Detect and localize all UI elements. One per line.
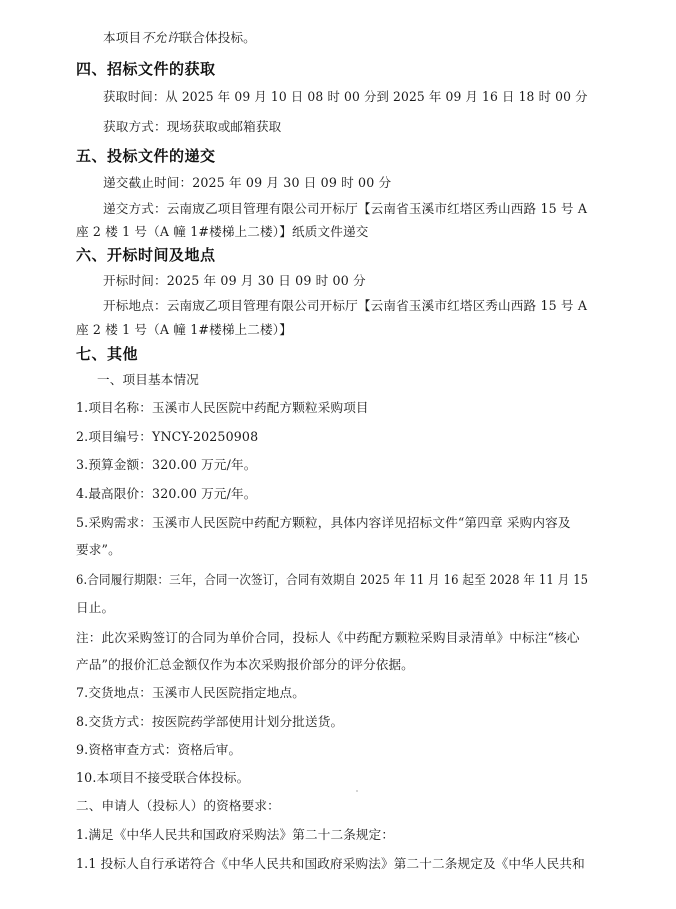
note-line2: 产品”的报价汇总金额仅作为本次采购报价部分的评分依据。 (76, 657, 414, 672)
list-item: 3.预算金额：320.00 万元/年。 (76, 457, 257, 472)
submit-deadline: 递交截止时间：2025 年 09 月 30 日 09 时 00 分 (103, 175, 392, 190)
item6-line2: 日止。 (76, 600, 115, 615)
section-4-title: 四、招标文件的获取 (76, 60, 216, 78)
opening-time: 开标时间：2025 年 09 月 30 日 09 时 00 分 (103, 273, 366, 288)
opening-place-line2: 座 2 楼 1 号（A 幢 1#楼梯上二楼）】 (76, 322, 292, 337)
subsection-basic-info: 一、项目基本情况 (97, 372, 199, 387)
note-line1: 注：此次采购签订的合同为单价合同，投标人《中药配方颗粒采购目录清单》中标注“核心 (76, 630, 580, 645)
list-item: 8.交货方式：按医院药学部使用计划分批送货。 (76, 714, 344, 729)
list-item: 4.最高限价：320.00 万元/年。 (76, 486, 257, 501)
section-5-title: 五、投标文件的递交 (76, 147, 216, 165)
intro-line (103, 30, 256, 46)
list-item: 10.本项目不接受联合体投标。 (76, 770, 250, 785)
item6-line1: 6.合同履行期限：三年，合同一次签订，合同有效期自 2025 年 11 月 16 起至 2028 年 11 月 15 (76, 572, 589, 587)
subsection-qualification: 二、申请人（投标人）的资格要求： (76, 798, 280, 813)
list-item: 1.项目名称：玉溪市人民医院中药配方颗粒采购项目 (76, 400, 369, 415)
item5-line2: 要求”。 (76, 542, 121, 557)
scan-speck (356, 790, 358, 792)
section-6-title: 六、开标时间及地点 (76, 246, 216, 264)
intro-post: 联合体投标。 (179, 30, 256, 45)
opening-place-line1: 开标地点：云南宬乙项目管理有限公司开标厅【云南省玉溪市红塔区秀山西路 15 号 A (103, 298, 588, 313)
intro-emphasis: 不允许 (141, 30, 180, 45)
submit-method-line1: 递交方式：云南宬乙项目管理有限公司开标厅【云南省玉溪市红塔区秀山西路 15 号 A (103, 201, 588, 216)
requirement-1-1: 1.1 投标人自行承诺符合《中华人民共和国政府采购法》第二十二条规定及《中华人民共和 (76, 856, 585, 871)
requirement-1: 1.满足《中华人民共和国政府采购法》第二十二条规定： (76, 827, 395, 842)
submit-method-line2: 座 2 楼 1 号（A 幢 1#楼梯上二楼）】纸质文件递交 (76, 224, 369, 239)
section-7-title: 七、其他 (76, 345, 139, 363)
acquire-time: 获取时间：从 2025 年 09 月 10 日 08 时 00 分到 2025 年 09 月 16 日 18 时 00 分 (103, 89, 588, 104)
acquire-method: 获取方式：现场获取或邮箱获取 (103, 119, 282, 134)
intro-pre: 本项目 (103, 30, 142, 45)
list-item: 9.资格审查方式：资格后审。 (76, 742, 242, 757)
item5-line1: 5.采购需求：玉溪市人民医院中药配方颗粒，具体内容详见招标文件“第四章 采购内容及 (76, 515, 571, 530)
list-item: 2.项目编号：YNCY-20250908 (76, 429, 259, 444)
list-item: 7.交货地点：玉溪市人民医院指定地点。 (76, 685, 305, 700)
